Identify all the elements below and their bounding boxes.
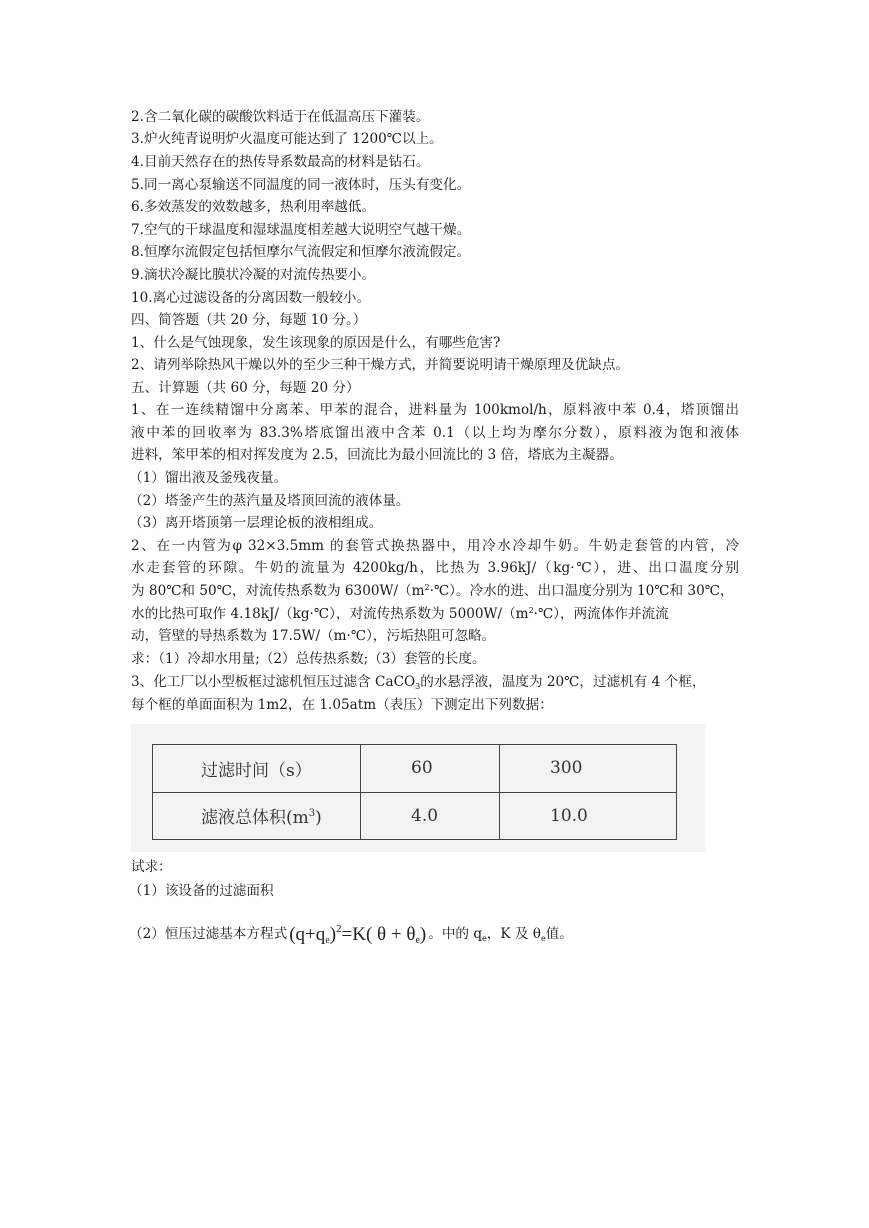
judgment-item-6: 6.多效蒸发的效数越多，热利用率越低。 [131,199,376,215]
judgment-item-2: 2.含二氧化碳的碳酸饮料适于在低温高压下灌装。 [131,109,430,125]
calc-q3-part2-d: 值。 [545,926,573,942]
judgment-item-5: 5.同一离心泵输送不同温度的同一液体时，压头有变化。 [131,177,471,193]
calc-q2-line3-b: ·℃）。冷水的进、出口温度分别为 10℃和 30℃， [429,583,734,599]
subscript: e [540,934,546,943]
calc-q2-line5: 动，管壁的导热系数为 17.5W/（m·℃），污垢热阻可忽略。 [131,628,496,644]
section-heading-calculation: 五、计算题（共 60 分，每题 20 分） [131,380,360,396]
calc-q1-line1: 1、在一连续精馏中分离苯、甲苯的混合，进料量为 100kmol/h，原料液中苯 0.4，塔顶馏出 [131,402,739,418]
calc-q2-line4-a: 水的比热可取作 4.18kJ/（kg·℃），对流传热系数为 5000W/（m [131,606,529,622]
filtration-data-table [152,744,677,840]
formula-part: ) [419,924,427,945]
short-answer-q1: 1、什么是气蚀现象，发生该现象的原因是什么，有哪些危害? [131,335,501,351]
row-label-end: ) [315,808,322,829]
calc-q3-prompt: 试求： [131,859,172,875]
subscript: e [482,934,487,943]
row-label-filtrate-volume [153,792,361,840]
judgment-item-8: 8.恒摩尔流假定包括恒摩尔气流假定和恒摩尔液流假定。 [131,244,471,260]
calc-q2-question: 求：（1）冷却水用量;（2）总传热系数;（3）套管的长度。 [131,651,486,667]
filtration-data-table-image [131,724,705,852]
row-label-text: 滤液总体积(m [201,808,309,829]
calc-q3-part1: （1）该设备的过滤面积 [129,883,274,899]
calc-q3-line2: 每个框的单面面积为 1m2，在 1.05atm（表压）下测定出下列数据： [131,697,553,713]
superscript: 2 [424,583,430,592]
formula-subscript: e [415,935,420,946]
calc-q3-part2-b: 。中的 q [428,926,483,942]
calc-q3-part2-c: ，K 及 θ [486,926,541,942]
calc-q2-line2: 水走套管的环隙。牛奶的流量为 4200kg/h，比热为 3.96kJ/（kg·℃），进、出口温度分别 [131,560,739,576]
calc-q2-line4-b: ·℃），两流体作并流流 [533,606,669,622]
judgment-item-4: 4.目前天然存在的热传导系数最高的材料是钻石。 [131,154,430,170]
calc-q3-line1 [131,671,705,695]
calc-q1-line3: 进料，笨甲苯的相对挥发度为 2.5，回流比为最小回流比的 3 倍，塔底为主凝器。 [131,447,623,463]
judgment-item-10: 10.离心过滤设备的分离因数一般较小。 [131,290,371,306]
calc-q3-line1-b: 的水悬浮液，温度为 20℃，过滤机有 4 个框， [420,674,706,690]
cell-time-1: 60 [361,745,500,793]
judgment-item-7: 7.空气的干球温度和湿球温度相差越大说明空气越干燥。 [131,222,471,238]
superscript: 3 [308,808,316,820]
calc-q1-part1: （1）馏出液及釜残夜量。 [129,470,288,486]
row-label-filtration-time: 过滤时间（s） [153,745,361,793]
judgment-item-9: 9.滴状冷凝比膜状冷凝的对流传热要小。 [131,267,376,283]
calc-q1-part3: （3）离开塔顶第一层理论板的液相组成。 [129,515,383,531]
calc-q2-line1: 2、在一内管为φ 32×3.5mm 的套管式换热器中，用冷水冷却牛奶。牛奶走套管的内管，冷 [131,538,739,554]
section-heading-short-answer: 四、简答题（共 20 分，每题 10 分。） [131,312,367,328]
calc-q1-line2: 液中苯的回收率为 83.3%塔底馏出液中含苯 0.1（以上均为摩尔分数），原料液为饱和液体 [131,425,739,441]
formula-subscript: e [325,935,330,946]
short-answer-q2: 2、请列举除热风干燥以外的至少三种干燥方式，并简要说明请干燥原理及优缺点。 [131,357,630,373]
subscript: 3 [415,682,421,691]
calc-q3-part2 [129,922,573,947]
filtration-equation-formula [289,924,426,949]
judgment-item-3: 3.炉火纯青说明炉火温度可能达到了 1200℃以上。 [131,131,443,147]
cell-volume-2: 10.0 [500,792,677,840]
calc-q1-part2: （2）塔釜产生的蒸汽量及塔顶回流的液体量。 [129,493,410,509]
formula-part: ) [329,924,337,945]
calc-q2-line4 [131,603,669,627]
calc-q2-line3-a: 为 80℃和 50℃，对流传热系数为 6300W/（m [131,583,425,599]
cell-time-2: 300 [500,745,677,793]
calc-q2-line3 [131,580,734,604]
cell-volume-1: 4.0 [361,792,500,840]
table-row [153,792,677,840]
calc-q3-line1-a: 3、化工厂以小型板框过滤机恒压过滤含 CaCO [131,674,416,690]
table-row [153,745,677,793]
calc-q3-part2-a: （2）恒压过滤基本方程式 [129,926,288,942]
formula-part: (q+q [289,924,326,945]
formula-power: 2 [336,923,342,935]
superscript: 2 [528,606,534,615]
formula-part: =K( θ + θ [341,924,416,945]
